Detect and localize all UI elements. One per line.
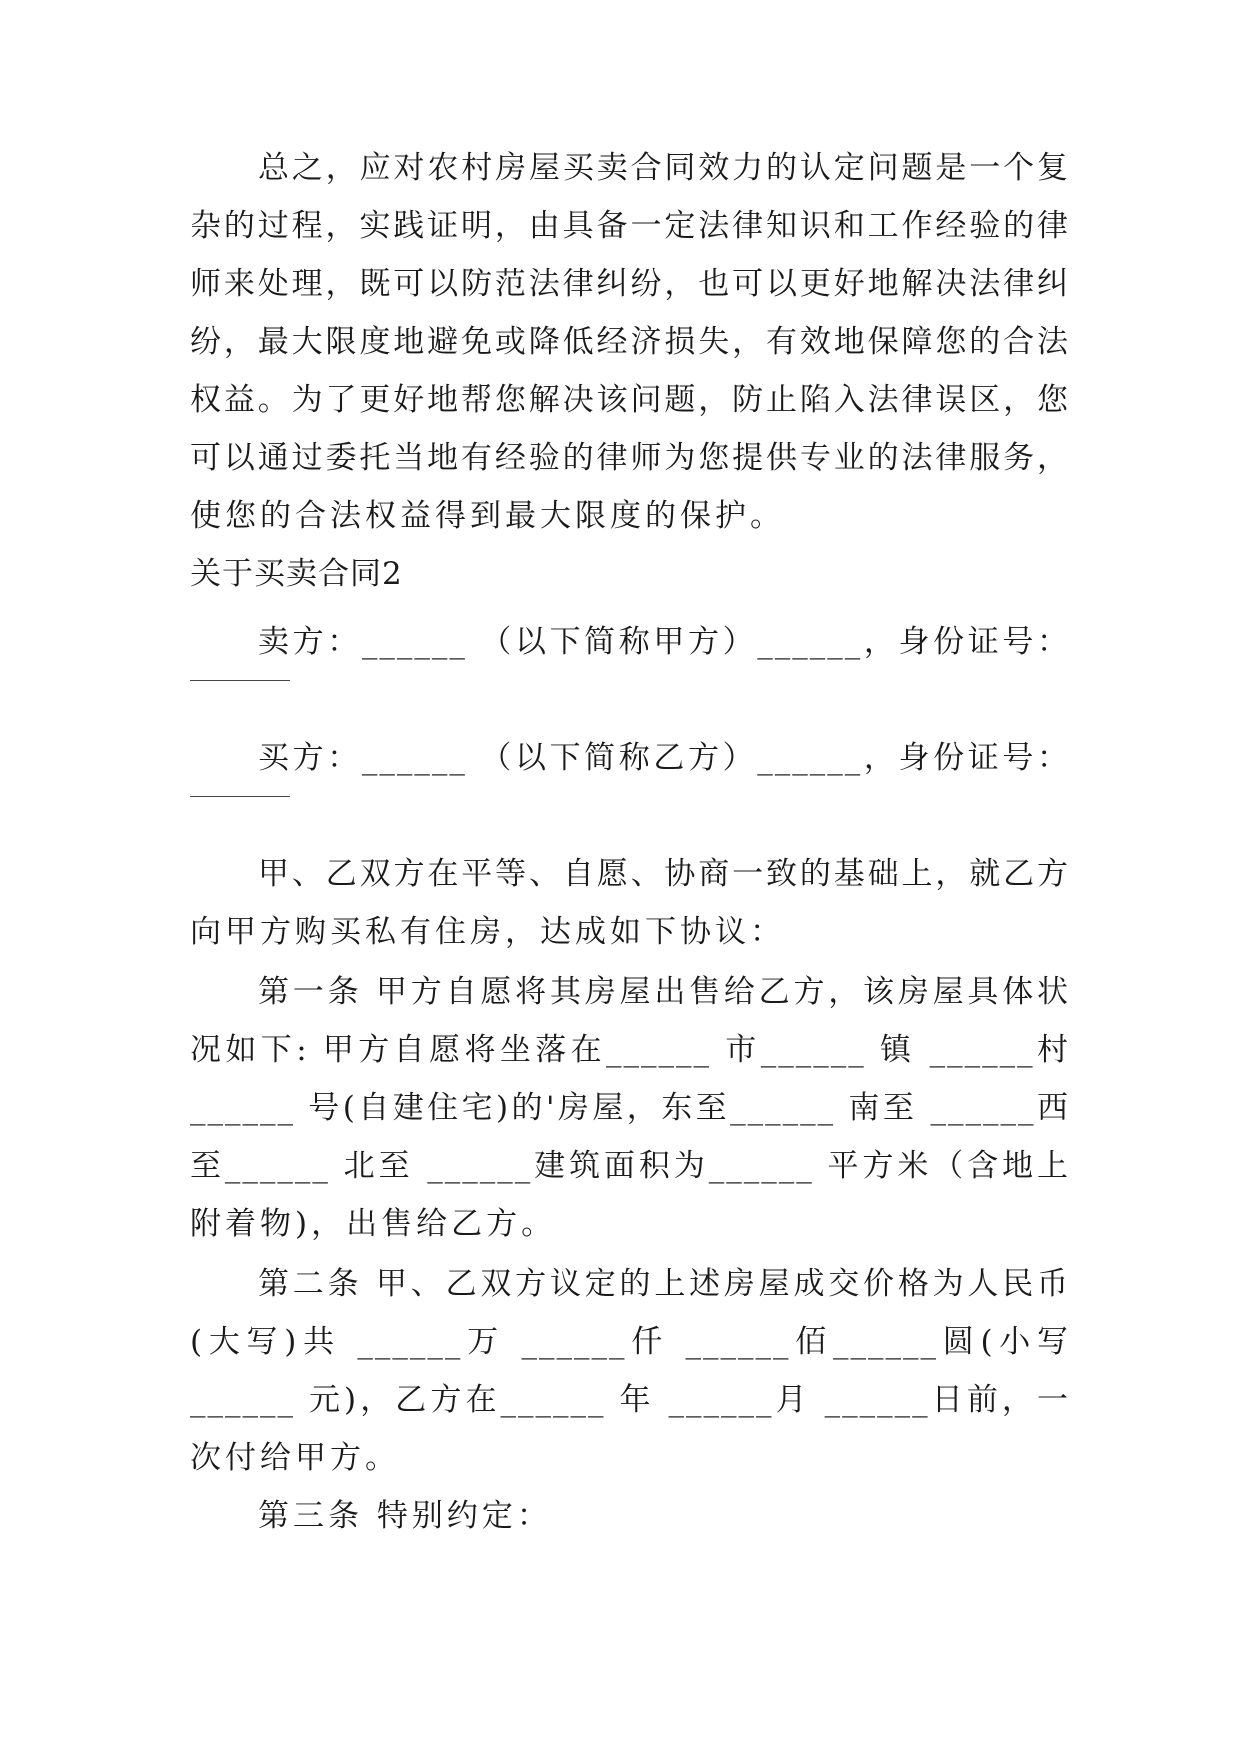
intro-line-7: 使您的合法权益得到最大限度的保护。 bbox=[190, 498, 785, 534]
article2-line-1: 第二条 甲、乙双方议定的上述房屋成交价格为人民币 bbox=[258, 1266, 1070, 1302]
intro-line-5: 权益。为了更好地帮您解决该问题，防止陷入法律误区，您 bbox=[190, 382, 1070, 418]
intro-line-3: 师来处理，既可以防范法律纠纷，也可以更好地解决法律纠 bbox=[190, 266, 1070, 302]
intro-line-6: 可以通过委托当地有经验的律师为您提供专业的法律服务， bbox=[190, 440, 1070, 476]
seller-id-blank bbox=[190, 680, 290, 681]
preamble-line-2: 向甲方购买私有住房，达成如下协议： bbox=[190, 914, 785, 950]
intro-line-1: 总之，应对农村房屋买卖合同效力的认定问题是一个复 bbox=[258, 150, 1070, 186]
article1-line-4: 至______ 北至 ______建筑面积为______ 平方米（含地上 bbox=[190, 1148, 1070, 1184]
buyer-line: 买方：______ （以下简称乙方）______，身份证号： bbox=[258, 740, 1070, 776]
seller-line: 卖方：______ （以下简称甲方）______，身份证号： bbox=[258, 624, 1070, 660]
article2-line-2: (大写)共 ______万 ______仟 ______佰______圆(小写 bbox=[190, 1324, 1070, 1360]
article1-line-3: ______ 号(自建住宅)的'房屋，东至______ 南至 ______西 bbox=[190, 1090, 1070, 1126]
article1-line-2: 况如下: 甲方自愿将坐落在______ 市______ 镇 ______村 bbox=[190, 1032, 1070, 1068]
article2-line-4: 次付给甲方。 bbox=[190, 1440, 400, 1476]
intro-line-2: 杂的过程，实践证明，由具备一定法律知识和工作经验的律 bbox=[190, 208, 1070, 244]
preamble-line-1: 甲、乙双方在平等、自愿、协商一致的基础上，就乙方 bbox=[258, 856, 1070, 892]
article1-line-1: 第一条 甲方自愿将其房屋出售给乙方，该房屋具体状 bbox=[258, 974, 1070, 1010]
article2-line-3: ______ 元)，乙方在______ 年 ______月 ______日前，一 bbox=[190, 1382, 1070, 1418]
contract-heading: 关于买卖合同2 bbox=[190, 556, 403, 592]
article3-line: 第三条 特别约定： bbox=[258, 1498, 552, 1534]
buyer-id-blank bbox=[190, 796, 290, 797]
intro-line-4: 纷，最大限度地避免或降低经济损失，有效地保障您的合法 bbox=[190, 324, 1070, 360]
article1-line-5: 附着物)，出售给乙方。 bbox=[190, 1206, 557, 1242]
